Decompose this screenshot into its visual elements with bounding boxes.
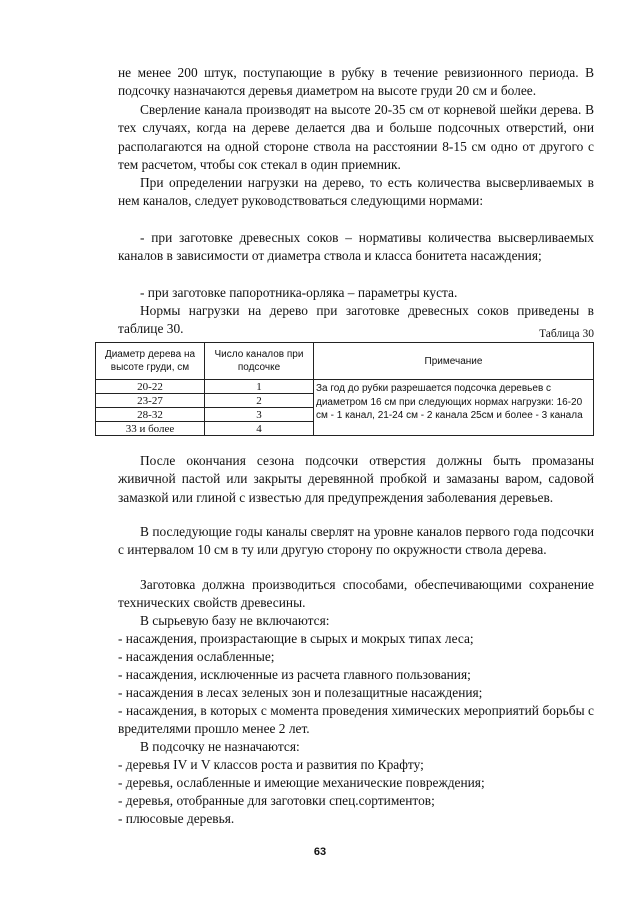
paragraph-6: Нормы нагрузки на дерево при заготовке древесных соков приведены в таблице 30.: [118, 303, 594, 337]
paragraph-10: В сырьевую базу не включаются:: [140, 613, 330, 628]
paragraph-3: При определении нагрузки на дерево, то есть количества высверливаемых в нем каналов, следует руководствоваться следующими нормами:: [118, 175, 594, 209]
list-item: - насаждения, исключенные из расчета главного пользования;: [118, 667, 471, 682]
paragraph-4: - при заготовке древесных соков – нормативы количества высверливаемых каналов в зависимости от диаметра ствола и класса бонитета насаждения;: [118, 230, 594, 264]
list-item: - насаждения ослабленные;: [118, 649, 275, 664]
page-number: 63: [313, 846, 327, 858]
paragraph-5: - при заготовке папоротника-орляка – параметры куста.: [140, 285, 458, 300]
cell-note: За год до рубки разрешается подсочка деревьев с диаметром 16 см при следующих нормах нагрузки: 16-20 см - 1 канал, 21-24 см - 2 канала 25см и более - 3 канала: [314, 380, 594, 436]
paragraph-1: не менее 200 штук, поступающие в рубку в течение ревизионного периода. В подсочку назначаются деревья диаметром на высоте груди 20 см и более.: [118, 65, 594, 99]
load-norms-table: [95, 342, 594, 436]
cell-diameter: 33 и более: [96, 422, 205, 436]
list-item: - насаждения в лесах зеленых зон и полезащитные насаждения;: [118, 685, 483, 700]
table-caption: Таблица 30: [539, 328, 594, 340]
table-header-row: [96, 343, 594, 380]
list-item: - деревья, отобранные для заготовки спец.сортиментов;: [118, 793, 435, 808]
cell-diameter: 23-27: [96, 394, 205, 408]
paragraph-7: После окончания сезона подсочки отверстия должны быть промазаны живичной пастой или закрыты деревянной пробкой и замазаны варом, садовой замазкой или глиной с известью для предупреждения заболевания деревьев.: [118, 453, 594, 505]
table-row: [96, 380, 594, 394]
cell-diameter: 20-22: [96, 380, 205, 394]
cell-diameter: 28-32: [96, 408, 205, 422]
paragraph-12: В подсочку не назначаются:: [140, 739, 300, 754]
header-note: Примечание: [314, 343, 594, 380]
cell-channels: 1: [205, 380, 314, 394]
header-channels: Число каналов при подсочке: [205, 343, 314, 380]
list-item: - насаждения, в которых с момента проведения химических мероприятий борьбы с вредителями прошло менее 2 лет.: [118, 703, 594, 737]
paragraph-9: Заготовка должна производиться способами, обеспечивающими сохранение технических свойств древесины.: [118, 577, 594, 611]
header-diameter: Диаметр дерева на высоте груди, см: [96, 343, 205, 380]
cell-channels: 3: [205, 408, 314, 422]
list-item: - насаждения, произрастающие в сырых и мокрых типах леса;: [118, 631, 474, 646]
paragraph-2: Сверление канала производят на высоте 20-35 см от корневой шейки дерева. В тех случаях, когда на дереве делается два и больше подсочных отверстий, они располагаются на одной стороне ствола на расстоянии 8-15 см одно от другого с тем расчетом, чтобы сок стекал в один приемник.: [118, 102, 594, 172]
list-item: - плюсовые деревья.: [118, 811, 235, 826]
paragraph-8: В последующие годы каналы сверлят на уровне каналов первого года подсочки с интервалом 10 см в ту или другую сторону по окружности ствола дерева.: [118, 524, 594, 558]
list-item: - деревья IV и V классов роста и развития по Крафту;: [118, 757, 424, 772]
list-item: - деревья, ослабленные и имеющие механические повреждения;: [118, 775, 485, 790]
cell-channels: 2: [205, 394, 314, 408]
cell-channels: 4: [205, 422, 314, 436]
